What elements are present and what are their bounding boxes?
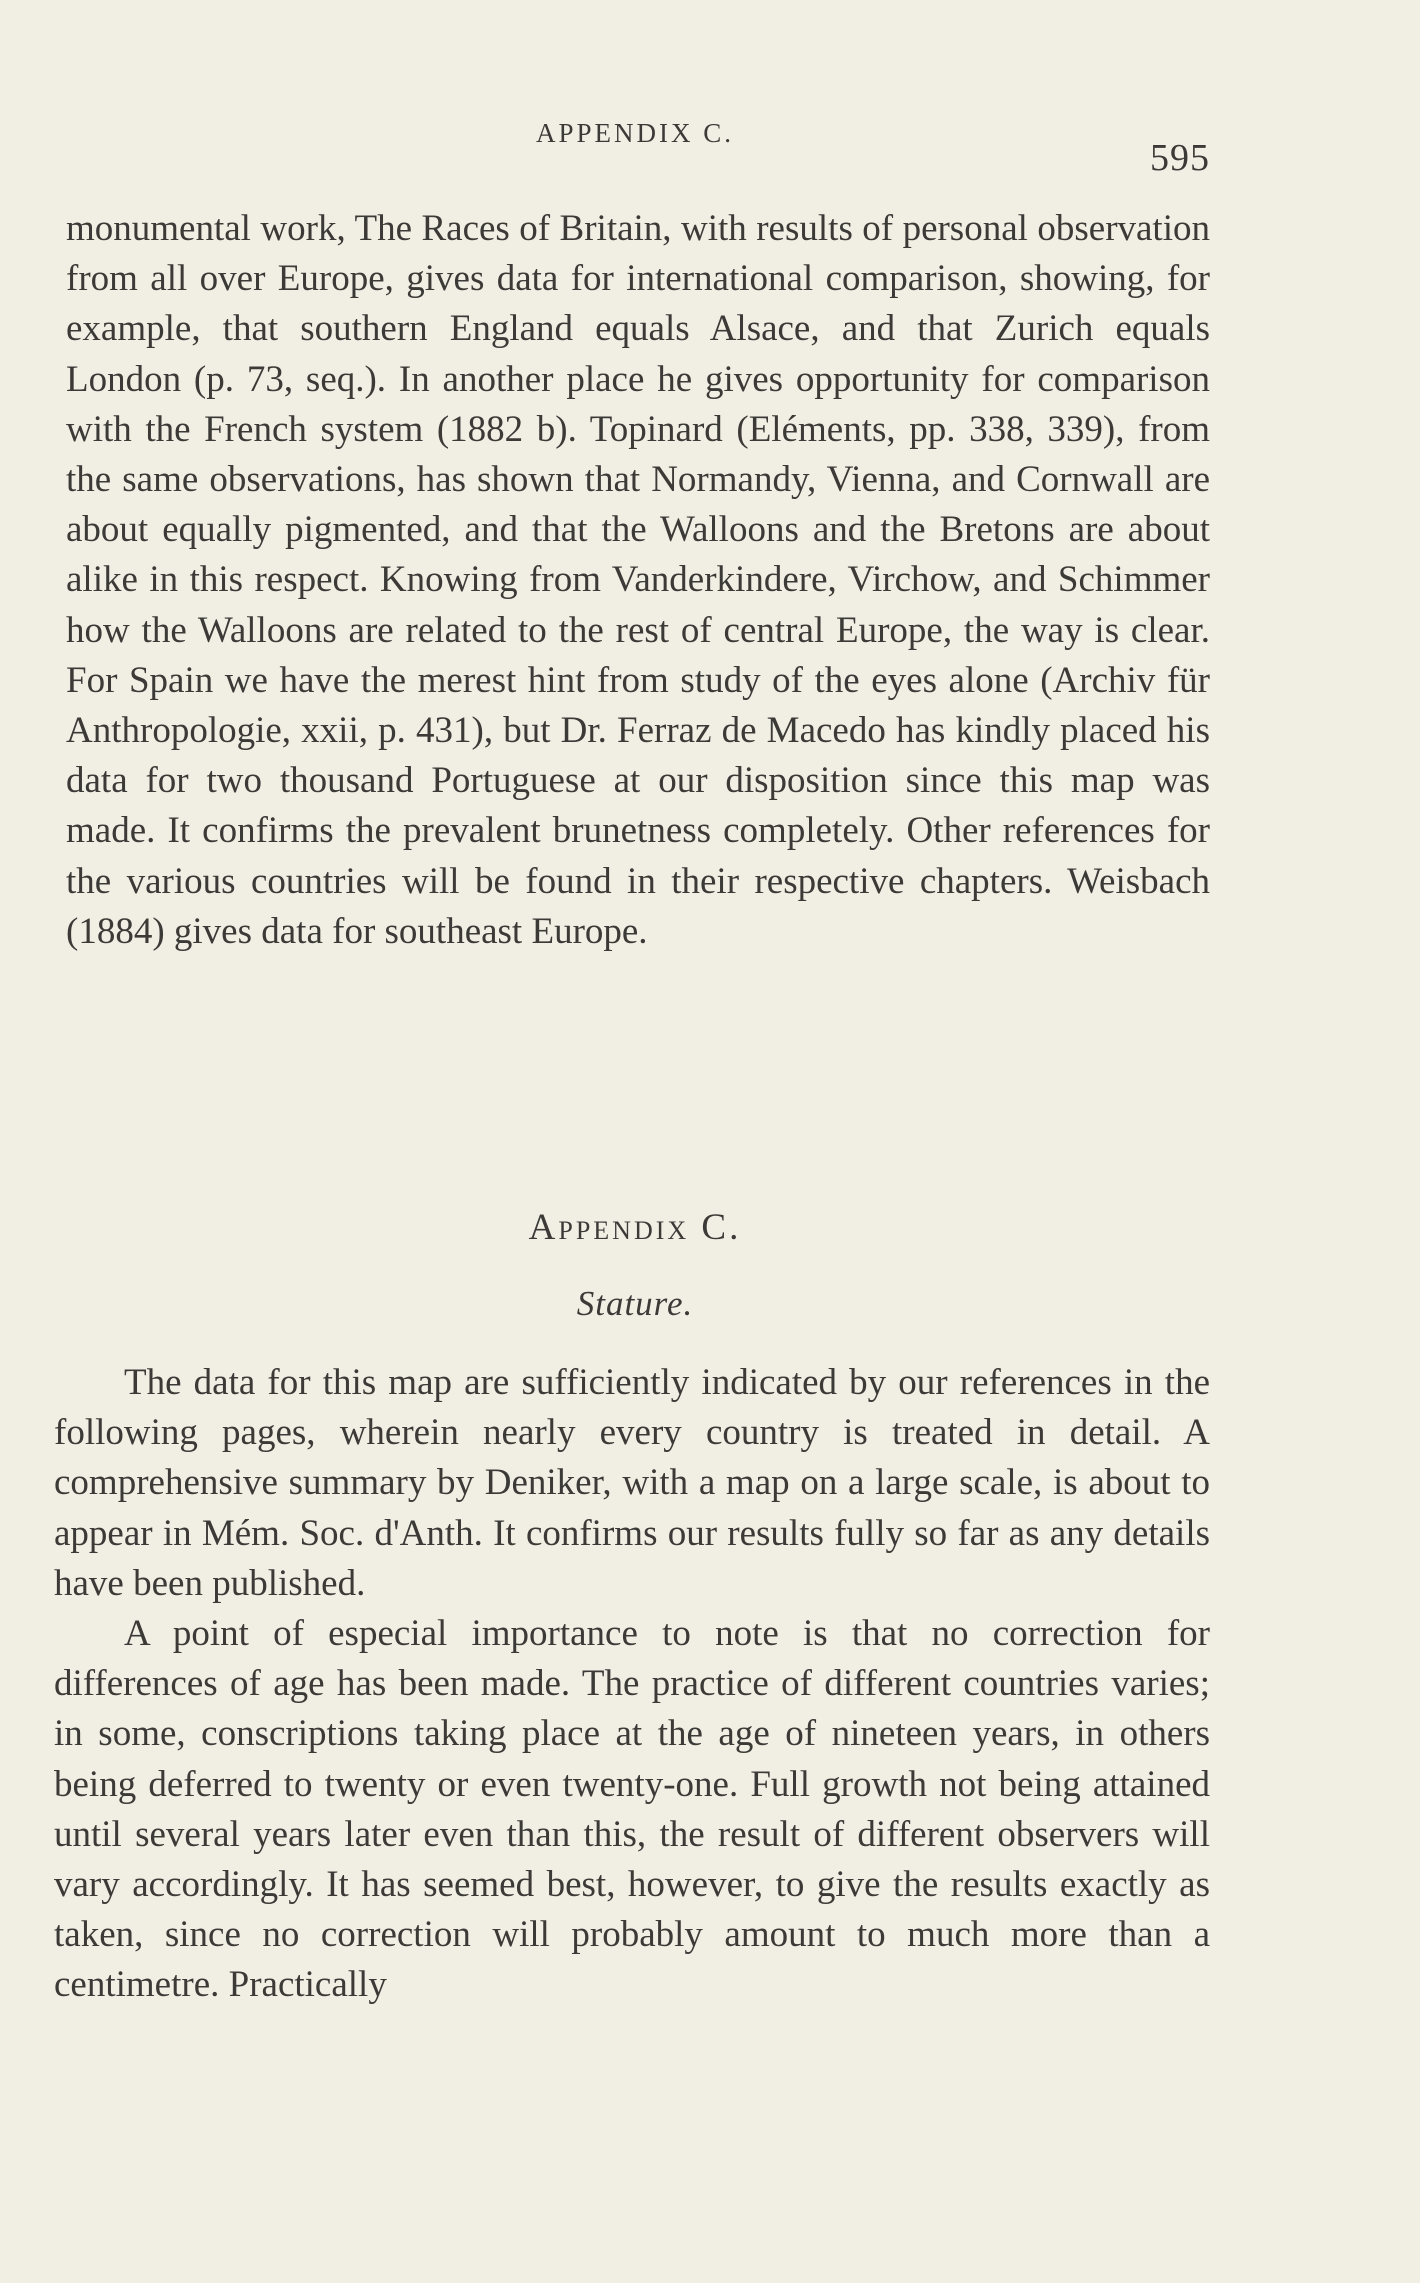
section-heading: Appendix C. — [528, 1207, 742, 1248]
section-body — [54, 1358, 1210, 2011]
continued-text — [66, 204, 1210, 957]
running-head: APPENDIX C. — [535, 118, 735, 148]
page-number: 595 — [1150, 137, 1210, 179]
paragraph: The data for this map are sufficiently indicated by our references in the following pages, wherein nearly every country is treated in detail. A comprehensive summary by Deniker, with a map on a large scale, is about to appear in Mém. Soc. d'Anth. It confirms our results fully so far as any details have been published. — [54, 1362, 1210, 1604]
paragraph: monumental work, The Races of Britain, with results of personal observation from all over Europe, gives data for international comparison, showing, for example, that southern England equals Alsace, and that Zurich equals London (p. 73, seq.). In another place he gives opportunity for comparison with the French system (1882 b). Topinard (Eléments, pp. 338, 339), from the same observations, has shown that Normandy, Vienna, and Cornwall are about equally pigmented, and that the Walloons and the Bretons are about alike in this respect. Knowing from Vanderkindere, Virchow, and Schimmer how the Walloons are related to the rest of central Europe, the way is clear. For Spain we have the merest hint from study of the eyes alone (Archiv für Anthropologie, xxii, p. 431), but Dr. Ferraz de Macedo has kindly placed his data for two thousand Portuguese at our disposition since this map was made. It confirms the prevalent brunetness completely. Other references for the various countries will be found in their respective chapters. Weisbach (1884) gives data for southeast Europe. — [66, 208, 1210, 952]
paragraph: A point of especial importance to note is that no correction for differences of age has been made. The practice of different countries varies; in some, conscriptions taking place at the age of nineteen years, in others being deferred to twenty or even twenty-one. Full growth not being attained until several years later even than this, the result of different observers will vary accordingly. It has seemed best, however, to give the results exactly as taken, since no correction will probably amount to much more than a centimetre. Practically — [54, 1613, 1210, 2006]
section-subheading: Stature. — [576, 1284, 694, 1323]
